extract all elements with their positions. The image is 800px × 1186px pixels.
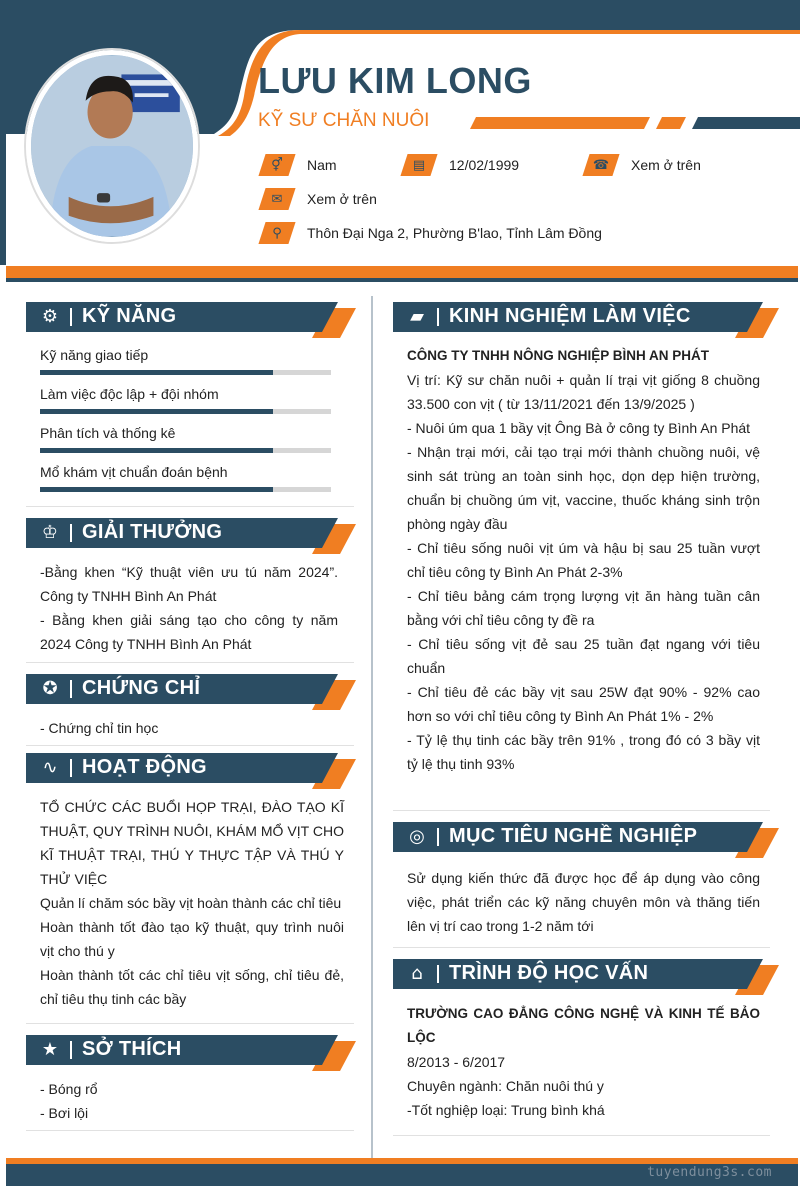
gender-value: Nam [307,157,337,173]
pulse-icon: ∿ [42,757,58,778]
target-icon: ◎ [409,826,425,847]
section-activities-title: HOẠT ĐỘNG [82,756,207,778]
hobby-item: - Bóng rổ [40,1081,98,1097]
skill-bar [40,370,331,375]
medal-icon: ✪ [42,678,58,699]
candidate-name: LƯU KIM LONG [258,60,532,101]
hobby-item: - Bơi lội [40,1105,89,1121]
location-icon: ⚲ [262,222,292,244]
header-divider-orange [6,266,798,278]
section-certificates-title: CHỨNG CHỈ [82,677,201,699]
experience-line: - Chỉ tiêu bảng cám trọng lượng vịt ăn hàng tuần cân bằng với chỉ tiêu công ty đề ra [407,588,760,628]
section-separator [393,1135,770,1136]
experience-line: - Nuôi úm qua 1 bầy vịt Ông Bà ở công ty Bình An Phát [407,420,751,436]
education-period: 8/2013 - 6/2017 [407,1054,506,1070]
header-divider-blue [6,278,798,282]
skill-name: Phân tích và thống kê [40,425,176,441]
section-skills-header [26,302,348,338]
education-school: TRƯỜNG CAO ĐẲNG CÔNG NGHỆ VÀ KINH TẾ BẢO LỘC [407,1006,760,1045]
section-education-header [393,959,769,995]
gear-icon: ⚙ [41,306,59,327]
skill-name: Làm việc độc lập + đội nhóm [40,386,219,402]
birthdate-value: 12/02/1999 [449,157,520,173]
section-separator [393,947,770,948]
skill-name: Kỹ năng giao tiếp [40,347,149,363]
education-grade: -Tốt nghiệp loại: Trung bình khá [407,1102,605,1118]
experience-line: Vị trí: Kỹ sư chăn nuôi + quản lí trại vịt giống 8 chuồng 33.500 con vịt ( từ 13/11/2021 đến 13/9/2025 ) [407,372,760,412]
experience-details [407,368,760,776]
experience-line: - Chỉ tiêu đẻ các bầy vịt sau 25W đạt 90% - 92% cao hơn so với chỉ tiêu công ty Bình An Phát 1% - 2% [407,684,760,724]
experience-line: - Chỉ tiêu sống vịt đẻ sau 25 tuần đạt ngang với tiêu chuẩn [407,636,760,676]
section-separator [26,745,354,746]
certificate-item: - Chứng chỉ tin học [40,720,159,736]
section-hobbies-title: SỞ THÍCH [82,1038,182,1060]
section-hobbies-header [26,1035,348,1071]
section-objective-header [393,822,769,858]
activity-item: Hoàn thành tốt đào tạo kỹ thuật, quy trình nuôi vịt cho thú y [40,919,344,959]
experience-company: CÔNG TY TNHH NÔNG NGHIỆP BÌNH AN PHÁT [407,348,710,363]
skill-name: Mổ khám vịt chuẩn đoán bệnh [40,464,228,480]
experience-line: - Tỷ lệ thụ tinh các bầy trên 91% , trong đó có 3 bầy vịt tỷ lệ thụ tinh 93% [407,732,760,772]
mail-icon: ✉ [262,188,292,210]
section-certificates-header [26,674,348,710]
section-separator [26,662,354,663]
section-separator [26,1130,354,1131]
column-divider [371,296,373,1160]
experience-line: - Chỉ tiêu sống nuôi vịt úm và hậu bị sau 25 tuần vượt chỉ tiêu công ty Bình An Phát 2-3% [407,540,760,580]
address-value: Thôn Đại Nga 2, Phường B'lao, Tỉnh Lâm Đồng [307,225,602,241]
briefcase-icon: ▰ [410,306,424,327]
activity-item: Quản lí chăm sóc bầy vịt hoàn thành các chỉ tiêu [40,895,342,911]
activity-item: TỔ CHỨC CÁC BUỔI HỌP TRẠI, ĐÀO TẠO KĨ THUẬT, QUY TRÌNH NUÔI, KHÁM MỔ VỊT CHO KĨ THUẬT TRẠI, THÚ Y THỰC TẬP VÀ THÚ Y THỬ VIỆC [40,799,344,887]
section-awards-header [26,518,348,554]
gender-icon: ⚥ [262,154,292,176]
star-icon: ★ [41,1039,59,1060]
award-item: - Bằng khen giải sáng tạo cho công ty năm 2024 Công ty TNHH Bình An Phát [40,612,338,652]
avatar [26,50,198,242]
activity-item: Hoàn thành tốt các chỉ tiêu vịt sống, chỉ tiêu đẻ, chỉ tiêu thụ tinh các bầy [40,967,344,1007]
skill-bar [40,487,331,492]
calendar-icon: ▤ [404,154,434,176]
email-value: Xem ở trên [307,191,377,207]
candidate-title: KỸ SƯ CHĂN NUÔI [258,110,430,131]
experience-line: - Nhận trại mới, cải tạo trại mới thành chuồng nuôi, vệ sinh sát trùng an toàn sinh học, dọn dẹp hiện trường, chuẩn bị chuồng úm vịt, vaccine, thuốc kháng sinh trộn phòng ngày đầu [407,444,760,532]
section-education-title: TRÌNH ĐỘ HỌC VẤN [449,962,649,984]
section-separator [393,810,770,811]
skill-bar [40,448,331,453]
trophy-icon: ♔ [41,522,59,543]
info-email [262,188,377,210]
phone-value: Xem ở trên [631,157,701,173]
activities-list [40,795,344,1011]
section-objective-title: MỤC TIÊU NGHỀ NGHIỆP [449,825,698,847]
skill-bar [40,409,331,414]
section-separator [26,1023,354,1024]
info-address [262,222,602,244]
objective-text: Sử dụng kiến thức đã được học để áp dụng vào công việc, phát triển các kỹ năng chuyên môn và thăng tiến lên vị trí cao trong 1-2 năm tới [407,870,760,934]
graduation-cap-icon: ⌂ [411,963,423,984]
phone-icon: ☎ [586,154,616,176]
education-major: Chuyên ngành: Chăn nuôi thú y [407,1078,604,1094]
section-experience-header [393,302,769,338]
section-separator [26,506,354,507]
hobbies-list [40,1077,338,1125]
info-birthdate [404,154,519,176]
awards-list [40,560,338,656]
section-awards-title: GIẢI THƯỞNG [82,521,223,543]
info-phone [586,154,701,176]
watermark: tuyendung3s.com [647,1165,772,1180]
section-skills-title: KỸ NĂNG [82,305,177,327]
section-experience-title: KINH NGHIỆM LÀM VIỆC [449,305,691,327]
info-gender [262,154,337,176]
title-decor-bars [470,117,800,129]
section-activities-header [26,753,348,789]
award-item: -Bằng khen “Kỹ thuật viên ưu tú năm 2024”. Công ty TNHH Bình An Phát [40,564,338,604]
